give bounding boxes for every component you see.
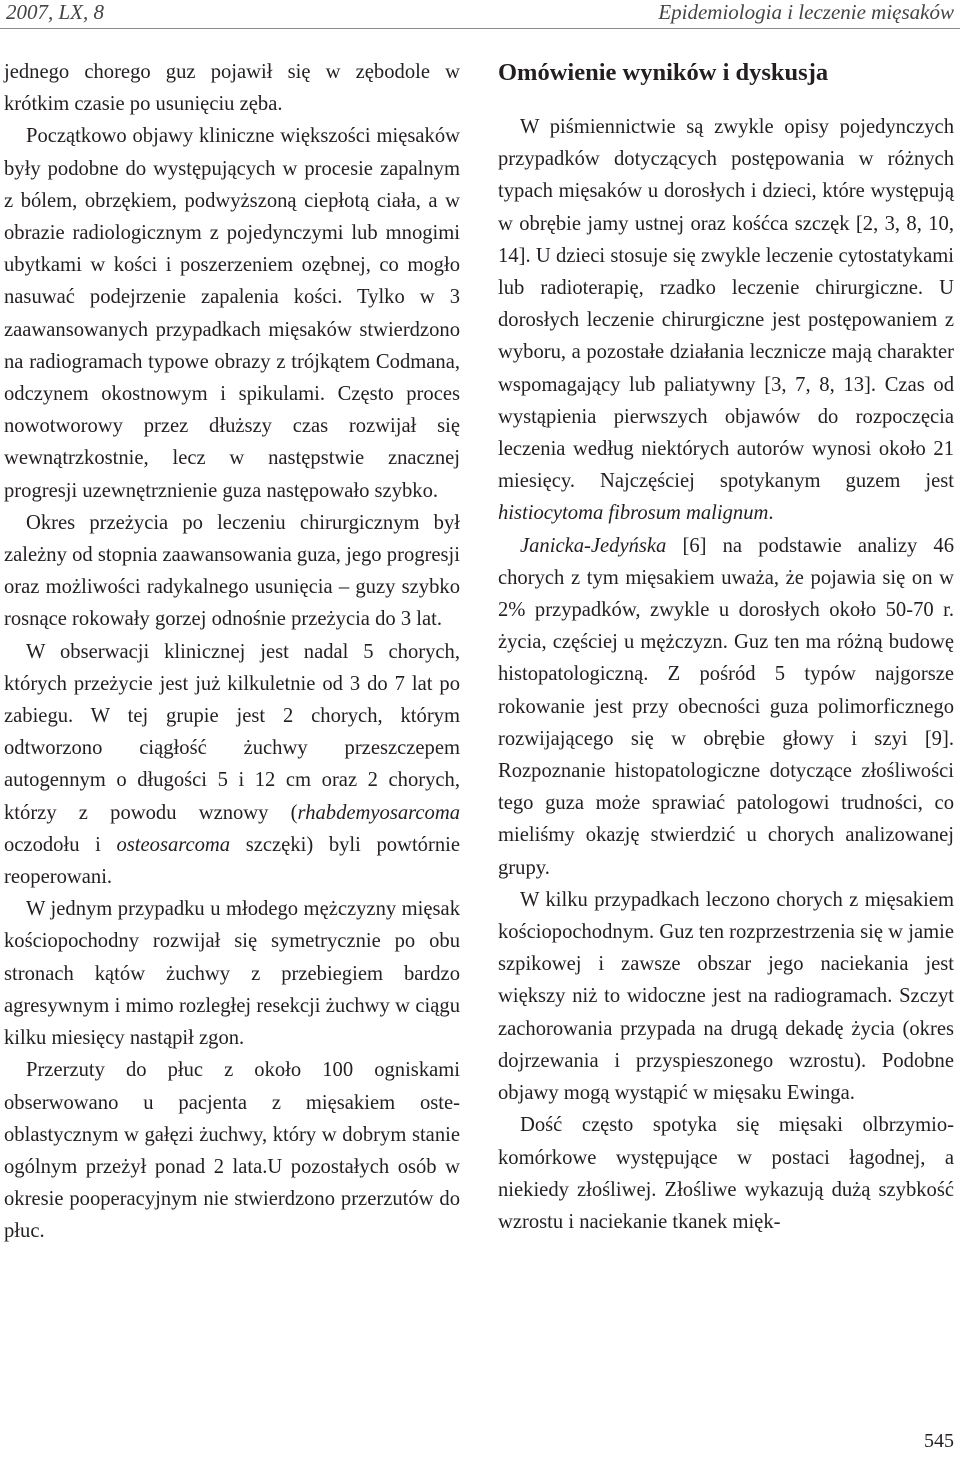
paragraph-janicka-analysis [498,530,954,884]
paragraph-clinical-observation [4,636,460,894]
text-run: W piśmiennictwie są zwykle opisy pojedynczych przypadków dotyczących postępowania w różnych typach mięsaków u dorosłych i dzieci, które występują w obrębie jamy ustnej oraz kośćca szczęk [2, 3, 8, 10, 14]. U dzieci stosuje się zwykle leczenie cytostatykami lub radioterapię, rzadko leczenie chirurgiczne. U dorosłych leczenie chirurgiczne jest postępowaniem z wyboru, a pozostałe działania lecznicze mają charakter wspomagający lub paliatywny [3, 7, 8, 13]. Czas od wystąpienia pierwszych objawów do rozpoczęcia leczenia według niektórych autorów wynosi około 21 miesięcy. Najczęściej spotykanym guzem jest [498,116,954,493]
paragraph-lung-metastases: Przerzuty do płuc z około 100 ogniskami obserwowano u pacjenta z mięsakiem osteoblastycznym w gałęzi żuchwy, który w dobrym stanie ogólnym przeżył ponad 2 lata.U pozostałych osób w okresie pooperacyjnym nie stwierdzono przerzutów do płuc. [4,1059,460,1243]
text-run: W obserwacji klinicznej jest nadal 5 chorych, których przeżycie jest już kilkuletnie od 3 do 7 lat po zabiegu. W tej grupie jest 2 chorych, którym odtworzono ciągłość żuchwy przeszczepem autogennym o długości 5 i 12 cm oraz 2 chorych, którzy z powodu wznowy ( [4,640,460,824]
paragraph-survival-period: Okres przeżycia po leczeniu chirurgicznym był zależny od stopnia zaawansowania guza, jego progresji oraz możliwości radykalnego usunięcia – guzy szybko rosnące rokowały gorzej odnośnie przeżycia do 3 lat. [4,511,460,631]
paragraph-literature [498,111,954,530]
italic-term: histiocytoma fibrosum malignum [498,502,769,525]
article-running-title: Epidemiologia i leczenie mięsaków [658,0,954,24]
journal-issue: 2007, LX, 8 [6,0,105,24]
page-number: 545 [924,1430,954,1452]
left-column [4,56,460,1248]
text-run: . [768,502,774,525]
italic-author: Janicka-Jedyńska [520,534,667,557]
section-heading: Omówienie wyników i dyskusja [498,59,829,86]
text-run: szczęki) byli powtórnie reoperowani. [4,833,460,889]
paragraph-continuation: jednego chorego guz pojawił się w zębodole w krótkim czasie po usunięciu zęba. [4,61,460,116]
italic-term: osteosarcoma [116,833,231,856]
text-run: [6] na podstawie analizy 46 chorych z tym mięsakiem uważa, że pojawia się on w 2% przypadków, zwykle u dorosłych około 50-70 r. życia, częściej u mężczyzn. Guz ten ma różną budowę histopatologiczną. Z pośród 5 typów najgorsze rokowanie jest przy obecności guza polimorficznego rozwijającego się w obrębie głowy i szyi [9]. Rozpoznanie histopatologiczne dotyczące złośliwości tego guza może sprawiać patologowi trudności, co mieliśmy okazję stwierdzić u chorych analizowanej grupy. [498,534,954,879]
paragraph-young-man-case: W jednym przypadku u młodego mężczyzny mięsak kościopochodny rozwijał się symetrycznie po obu stronach kątów żuchwy z przebiegiem bardzo agresywnym i mimo rozległej resekcji żuchwy w ciągu kilku miesięcy nastąpił zgon. [4,898,460,1050]
paragraph-clinical-symptoms: Początkowo objawy kliniczne większości mięsaków były podobne do występujących w procesie zapalnym z bólem, obrzękiem, podwyższoną ciepłotą ciała, a w obrazie radiologicznym z pojedynczymi lub mnogimi ubytkami w kości i poszerzeniem ozębnej, co mogło nasuwać podejrzenie zapalenia kości. Tylko w 3 zaawansowanych przypadkach mięsaków stwierdzono na radiogramach typowe obrazy z trójkątem Codmana, odczynem okostnowym i spikulami. Często proces nowotworowy przez dłuższy czas rozwijał się wewnątrzkostnie, lecz w następstwie znacznej progresji uzewnętrznienie guza następowało szybko. [4,125,460,502]
right-column [498,56,954,1238]
running-header [0,0,960,29]
italic-term: rhabdemyosarcoma [297,801,460,824]
paragraph-osteosarcoma: W kilku przypadkach leczono chorych z mięsakiem kościopochodnym. Guz ten rozprzestrzenia się w jamie szpikowej i zawsze obszar jego naciekania jest większy niż to widoczne jest na radiogramach. Szczyt zachorowania przypada na drugą dekadę życia (okres dojrzewania i przyspieszonego wzrostu). Podobne objawy mogą wystąpić w mięsaku Ewinga. [498,888,954,1105]
text-run: oczodołu i [4,833,117,856]
paragraph-giant-cell: Dość często spotyka się mięsaki olbrzymiokomórkowe występujące w postaci łagodnej, a niekiedy złośliwej. Złośliwe wykazują dużą szybkość wzrostu i naciekanie tkanek mięk- [498,1114,954,1233]
